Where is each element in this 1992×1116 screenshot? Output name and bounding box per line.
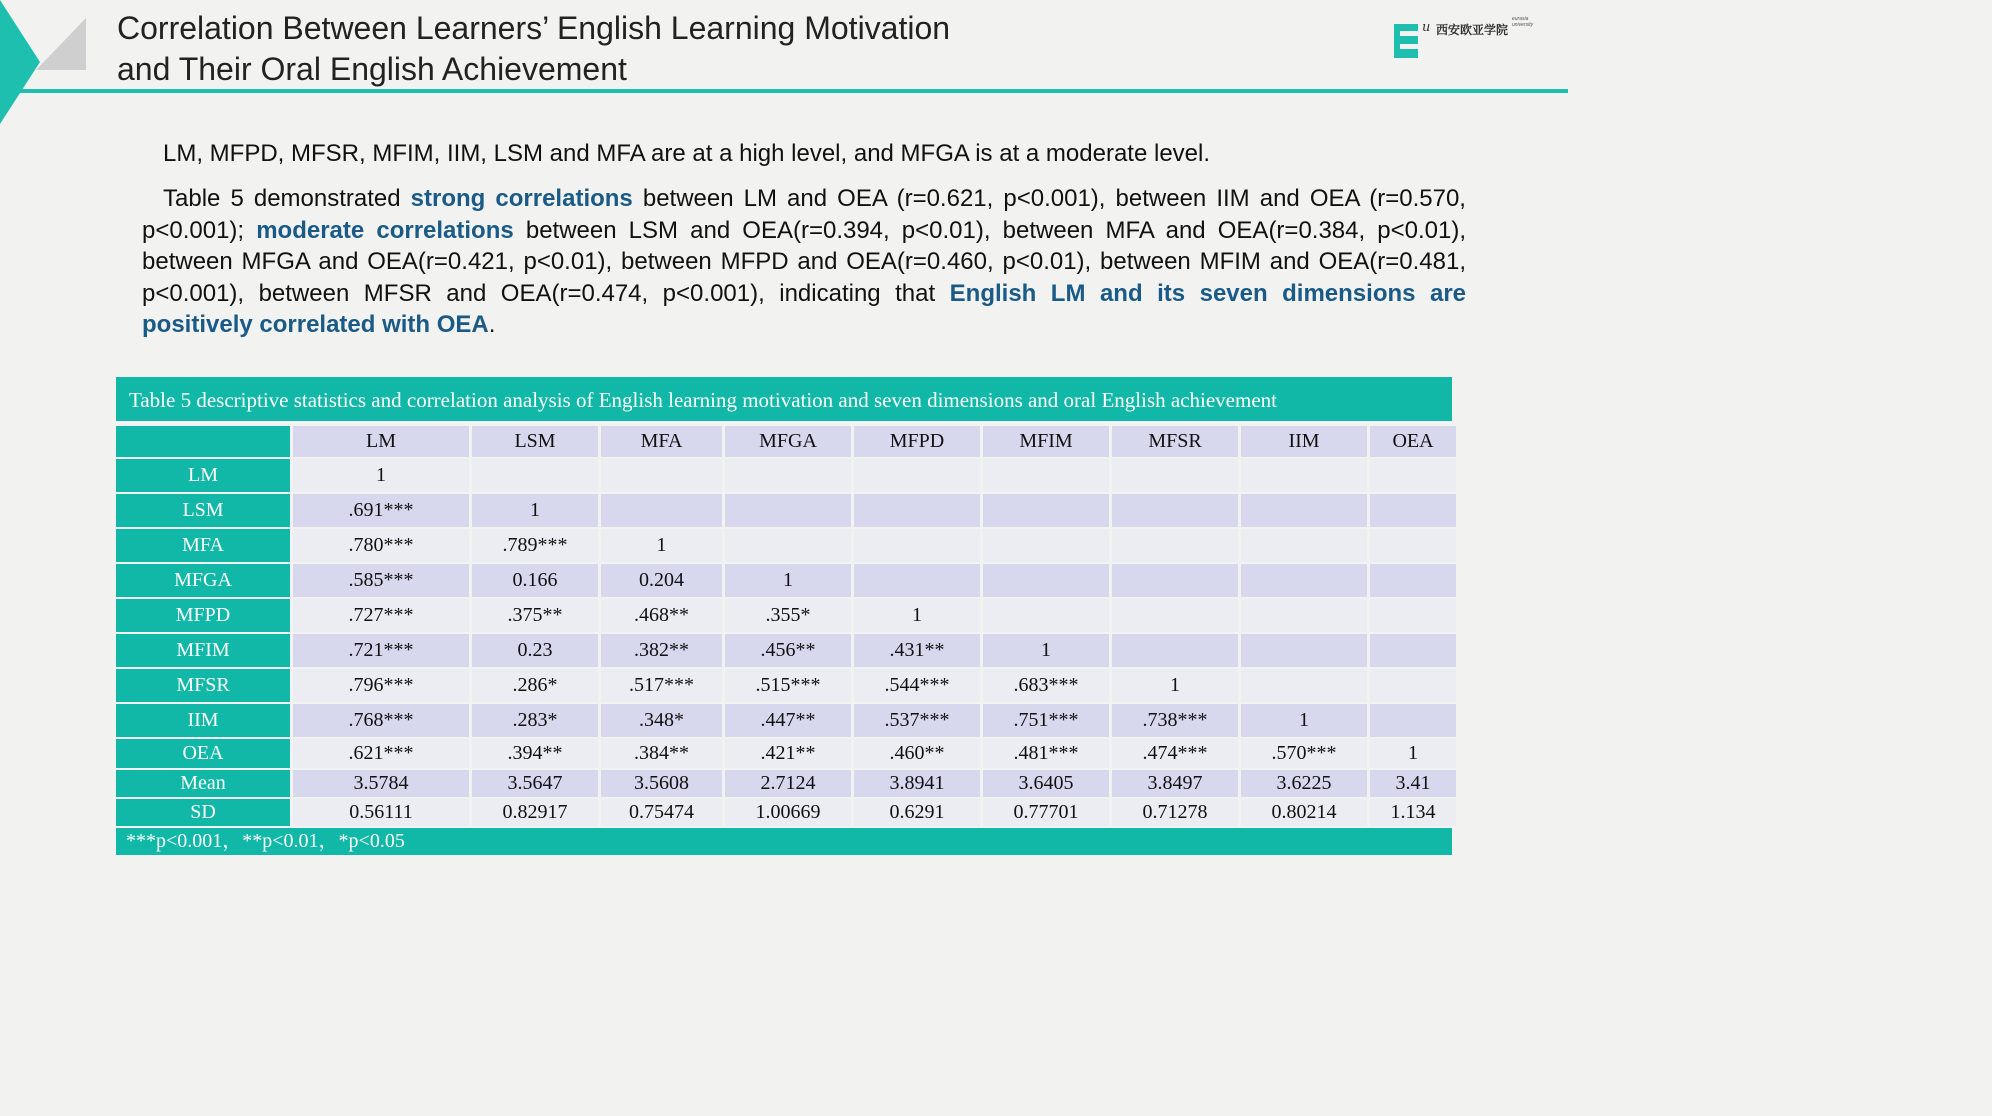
table-cell: .515***: [725, 669, 851, 702]
table-cell: 1: [854, 599, 980, 632]
table-cell: .544***: [854, 669, 980, 702]
table-cell: 1: [725, 564, 851, 597]
table-cell: [983, 599, 1109, 632]
table-cell: .768***: [293, 704, 469, 737]
row-header-mfsr: MFSR: [116, 669, 290, 702]
table-cell: 3.8497: [1112, 770, 1238, 797]
table-row: [116, 634, 1456, 667]
table-cell: [854, 564, 980, 597]
column-header-mfpd: MFPD: [854, 426, 980, 457]
table-corner-cell: [116, 426, 290, 457]
highlight-moderate-correlations: moderate correlations: [256, 216, 514, 244]
grey-decor-triangle: [36, 18, 86, 70]
table-cell: [601, 494, 722, 527]
table-cell: [1112, 494, 1238, 527]
table-cell: 0.23: [472, 634, 598, 667]
highlight-conclusion: English LM and its seven dimensions are positively correlated with OEA: [142, 279, 1467, 338]
table-cell: 0.77701: [983, 799, 1109, 826]
table-cell: .727***: [293, 599, 469, 632]
row-header-mfa: MFA: [116, 529, 290, 562]
highlight-strong-correlations: strong correlations: [410, 185, 633, 212]
table-cell: [1241, 494, 1367, 527]
table-cell: [1370, 704, 1456, 737]
table-cell: [1241, 599, 1367, 632]
table-cell: [1112, 599, 1238, 632]
table-cell: .384**: [601, 739, 722, 768]
table-cell: .751***: [983, 704, 1109, 737]
column-header-mfa: MFA: [601, 426, 722, 457]
table-cell: [1112, 564, 1238, 597]
table-cell: .375**: [472, 599, 598, 632]
table-row: [116, 564, 1456, 597]
table-cell: 3.8941: [854, 770, 980, 797]
table-cell: [1241, 564, 1367, 597]
row-header-mfga: MFGA: [116, 564, 290, 597]
table-cell: [1112, 459, 1238, 492]
table-cell: [983, 529, 1109, 562]
table-cell: [725, 459, 851, 492]
table-row: [116, 669, 1456, 702]
table-cell: 0.82917: [472, 799, 598, 826]
table-cell: .683***: [983, 669, 1109, 702]
table-cell: 3.6225: [1241, 770, 1367, 797]
table-cell: 3.41: [1370, 770, 1456, 797]
table-caption: Table 5 descriptive statistics and correlation analysis of English learning motivation and seven dimensions and oral English achievement: [116, 377, 1452, 424]
table-cell: [983, 564, 1109, 597]
correlation-table: [116, 377, 1452, 855]
table-row: [116, 799, 1456, 826]
table-cell: [725, 529, 851, 562]
table-cell: 0.75474: [601, 799, 722, 826]
table-cell: 1: [472, 494, 598, 527]
correlation-grid: [113, 424, 1459, 828]
table-cell: [854, 529, 980, 562]
table-cell: 0.6291: [854, 799, 980, 826]
table-cell: [1112, 634, 1238, 667]
table-cell: [1241, 459, 1367, 492]
row-header-lm: LM: [116, 459, 290, 492]
table-cell: 1: [983, 634, 1109, 667]
table-cell: 0.80214: [1241, 799, 1367, 826]
table-cell: 1: [1370, 739, 1456, 768]
table-cell: .286*: [472, 669, 598, 702]
table-cell: 1.134: [1370, 799, 1456, 826]
table-row: [116, 529, 1456, 562]
logo-e-mark: [1394, 24, 1418, 58]
table-cell: [854, 459, 980, 492]
column-header-oea: OEA: [1370, 426, 1456, 457]
column-header-iim: IIM: [1241, 426, 1367, 457]
table-cell: .456**: [725, 634, 851, 667]
table-cell: .460**: [854, 739, 980, 768]
table-cell: [601, 459, 722, 492]
table-cell: .394**: [472, 739, 598, 768]
table-cell: .447**: [725, 704, 851, 737]
table-cell: 0.71278: [1112, 799, 1238, 826]
table-cell: [1370, 634, 1456, 667]
table-cell: .691***: [293, 494, 469, 527]
logo-u-mark: u: [1422, 20, 1431, 35]
slide-title-line2: and Their Oral English Achievement: [117, 51, 627, 87]
row-header-lsm: LSM: [116, 494, 290, 527]
column-header-lm: LM: [293, 426, 469, 457]
table-row: [116, 704, 1456, 737]
table-row: [116, 494, 1456, 527]
left-accent-triangle: [0, 0, 40, 124]
correlation-paragraph: Table 5 demonstrated strong correlations between LM and OEA (r=0.621, p<0.001), between IIM and OEA (r=0.570, p<0.001); moderate correlations between LSM and OEA(r=0.394, p<0.01), between MFA and OEA(r=0.384, p<0.01), between MFGA and OEA(r=0.421, p<0.01), between MFPD and OEA(r=0.460, p<0.01), between MFIM and OEA(r=0.481, p<0.001), between MFSR and OEA(r=0.474, p<0.001), indicating that English LM and its seven dimensions are positively correlated with OEA.: [142, 185, 1467, 338]
table-cell: .585***: [293, 564, 469, 597]
table-cell: .570***: [1241, 739, 1367, 768]
table-cell: .382**: [601, 634, 722, 667]
table-cell: [1370, 669, 1456, 702]
table-row: [116, 739, 1456, 768]
table-cell: .780***: [293, 529, 469, 562]
table-header-row: [116, 426, 1456, 457]
table-cell: .474***: [1112, 739, 1238, 768]
table-cell: .481***: [983, 739, 1109, 768]
table-cell: .283*: [472, 704, 598, 737]
table-footnote: ***p<0.001，**p<0.01，*p<0.05: [116, 828, 1452, 855]
logo-chinese-name: 西安欧亚学院: [1436, 23, 1509, 37]
table-cell: .537***: [854, 704, 980, 737]
table-cell: .517***: [601, 669, 722, 702]
table-cell: [1370, 564, 1456, 597]
table-cell: 3.5647: [472, 770, 598, 797]
table-cell: .355*: [725, 599, 851, 632]
row-header-mfim: MFIM: [116, 634, 290, 667]
table-cell: .721***: [293, 634, 469, 667]
column-header-mfsr: MFSR: [1112, 426, 1238, 457]
table-cell: .348*: [601, 704, 722, 737]
table-cell: .421**: [725, 739, 851, 768]
table-cell: [1112, 529, 1238, 562]
table-cell: 2.7124: [725, 770, 851, 797]
table-cell: 1: [1241, 704, 1367, 737]
column-header-mfga: MFGA: [725, 426, 851, 457]
table-cell: [1370, 599, 1456, 632]
table-cell: 0.204: [601, 564, 722, 597]
table-cell: .431**: [854, 634, 980, 667]
table-cell: [1241, 529, 1367, 562]
table-cell: [472, 459, 598, 492]
table-cell: [983, 459, 1109, 492]
table-row: [116, 599, 1456, 632]
row-header-oea: OEA: [116, 739, 290, 768]
table-cell: [1370, 494, 1456, 527]
table-cell: [1241, 669, 1367, 702]
table-cell: 0.166: [472, 564, 598, 597]
table-cell: 0.56111: [293, 799, 469, 826]
row-header-sd: SD: [116, 799, 290, 826]
row-header-iim: IIM: [116, 704, 290, 737]
table-cell: .621***: [293, 739, 469, 768]
table-cell: [1370, 529, 1456, 562]
table-cell: .738***: [1112, 704, 1238, 737]
table-cell: 1: [601, 529, 722, 562]
table-cell: .468**: [601, 599, 722, 632]
table-cell: 1: [293, 459, 469, 492]
table-cell: .796***: [293, 669, 469, 702]
table-cell: [1370, 459, 1456, 492]
column-header-mfim: MFIM: [983, 426, 1109, 457]
column-header-lsm: LSM: [472, 426, 598, 457]
summary-paragraph: LM, MFPD, MFSR, MFIM, IIM, LSM and MFA are at a high level, and MFGA is at a moderate level.: [163, 140, 1211, 167]
table-cell: 3.6405: [983, 770, 1109, 797]
logo-english-name: eurasia university: [1512, 16, 1534, 28]
table-cell: 1.00669: [725, 799, 851, 826]
slide-title: [117, 8, 1317, 90]
table-cell: [1241, 634, 1367, 667]
table-cell: 3.5784: [293, 770, 469, 797]
table-cell: .789***: [472, 529, 598, 562]
university-logo: [1394, 16, 1564, 62]
row-header-mean: Mean: [116, 770, 290, 797]
table-cell: 3.5608: [601, 770, 722, 797]
table-cell: [854, 494, 980, 527]
table-cell: [983, 494, 1109, 527]
table-cell: [725, 494, 851, 527]
table-row: [116, 459, 1456, 492]
slide-title-line1: Correlation Between Learners’ English Learning Motivation: [117, 10, 951, 46]
table-row: [116, 770, 1456, 797]
table-cell: 1: [1112, 669, 1238, 702]
row-header-mfpd: MFPD: [116, 599, 290, 632]
